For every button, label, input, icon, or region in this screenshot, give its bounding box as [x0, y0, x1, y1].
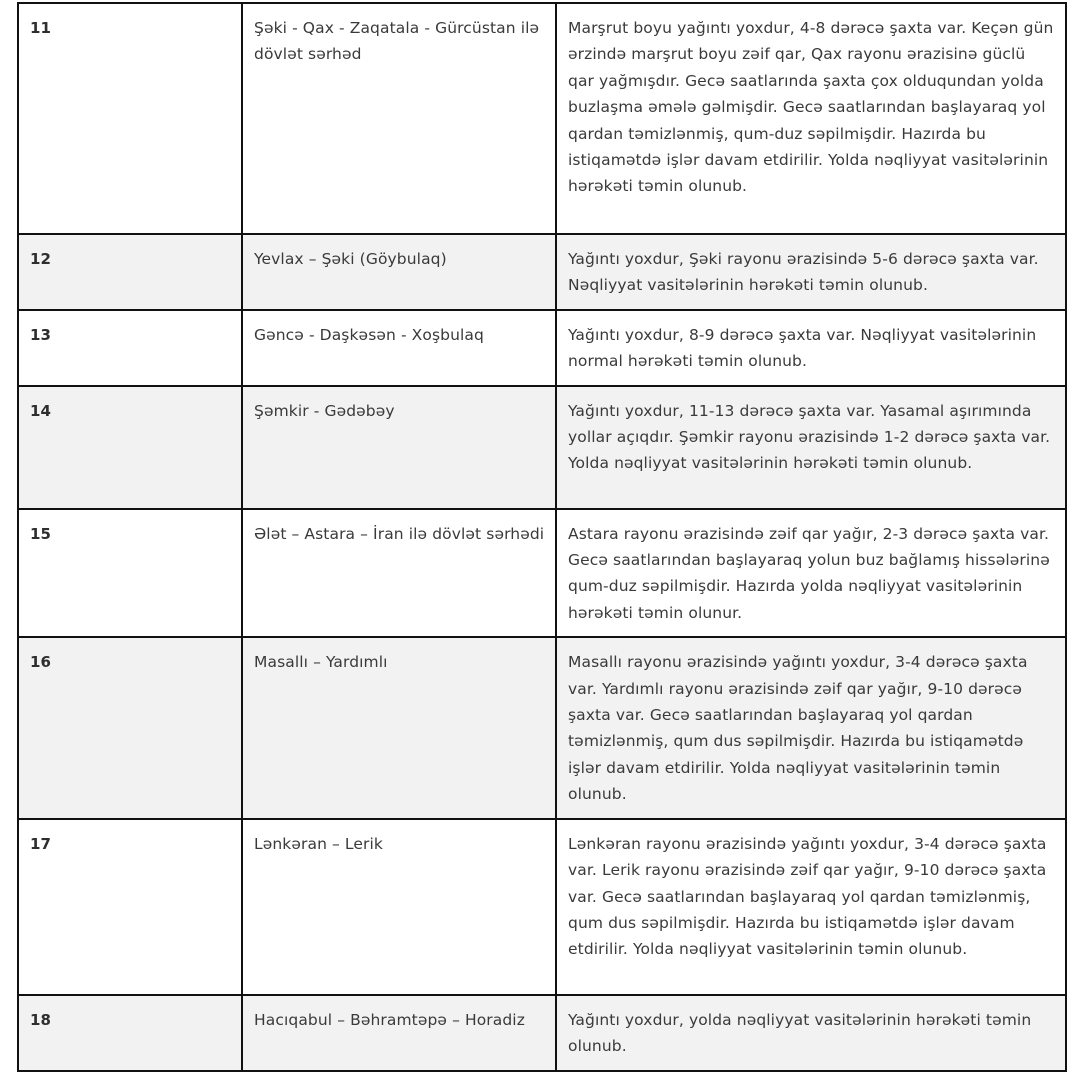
row-number: 17	[18, 819, 242, 995]
row-number: 11	[18, 3, 242, 234]
route-name: Lənkəran – Lerik	[242, 819, 556, 995]
route-name: Gəncə - Daşkəsən - Xoşbulaq	[242, 310, 556, 386]
row-number: 16	[18, 637, 242, 818]
road-status: Lənkəran rayonu ərazisində yağıntı yoxdur, 3-4 dərəcə şaxta var. Lerik rayonu ərazisində zəif qar yağır, 9-10 dərəcə şaxta var. Gecə saatlarından başlayaraq yol qardan təmizlənmiş, qum dus səpilmişdir. Hazırda bu istiqamətdə işlər davam etdirilir. Yolda nəqliyyat vasitələrinin təmin olunub.	[556, 819, 1066, 995]
row-number: 13	[18, 310, 242, 386]
route-name: Hacıqabul – Bəhramtəpə – Horadiz	[242, 995, 556, 1071]
road-status: Marşrut boyu yağıntı yoxdur, 4-8 dərəcə şaxta var. Keçən gün ərzində marşrut boyu zəif qar, Qax rayonu ərazisinə güclü qar yağmışdır. Gecə saatlarında şaxta çox olduqundan yolda buzlaşma əmələ gəlmişdir. Gecə saatlarından başlayaraq yol qardan təmizlənmiş, qum-duz səpilmişdir. Hazırda bu istiqamətdə işlər davam etdirilir. Yolda nəqliyyat vasitələrinin hərəkəti təmin olunub.	[556, 3, 1066, 234]
table-row	[18, 234, 1066, 310]
table-row	[18, 386, 1066, 509]
row-number: 18	[18, 995, 242, 1071]
row-number: 12	[18, 234, 242, 310]
road-status: Astara rayonu ərazisində zəif qar yağır, 2-3 dərəcə şaxta var. Gecə saatlarından başlayaraq yolun buz bağlamış hissələrinə qum-duz səpilmişdir. Hazırda yolda nəqliyyat vasitələrinin hərəkəti təmin olunur.	[556, 509, 1066, 638]
table-row	[18, 310, 1066, 386]
road-conditions-table	[17, 2, 1067, 1072]
road-status: Yağıntı yoxdur, Şəki rayonu ərazisində 5-6 dərəcə şaxta var. Nəqliyyat vasitələrinin hərəkəti təmin olunub.	[556, 234, 1066, 310]
road-status: Yağıntı yoxdur, 8-9 dərəcə şaxta var. Nəqliyyat vasitələrinin normal hərəkəti təmin olunub.	[556, 310, 1066, 386]
table-row	[18, 637, 1066, 818]
road-status: Yağıntı yoxdur, yolda nəqliyyat vasitələrinin hərəkəti təmin olunub.	[556, 995, 1066, 1071]
route-name: Şəmkir - Gədəbəy	[242, 386, 556, 509]
route-name: Masallı – Yardımlı	[242, 637, 556, 818]
road-status: Yağıntı yoxdur, 11-13 dərəcə şaxta var. Yasamal aşırımında yollar açıqdır. Şəmkir rayonu ərazisində 1-2 dərəcə şaxta var. Yolda nəqliyyat vasitələrinin hərəkəti təmin olunub.	[556, 386, 1066, 509]
route-name: Şəki - Qax - Zaqatala - Gürcüstan ilə dövlət sərhəd	[242, 3, 556, 234]
road-status: Masallı rayonu ərazisində yağıntı yoxdur, 3-4 dərəcə şaxta var. Yardımlı rayonu ərazisində zəif qar yağır, 9-10 dərəcə şaxta var. Gecə saatlarından başlayaraq yol qardan təmizlənmiş, qum dus səpilmişdir. Hazırda bu istiqamətdə işlər davam etdirilir. Yolda nəqliyyat vasitələrinin təmin olunub.	[556, 637, 1066, 818]
table-row	[18, 995, 1066, 1071]
table-row	[18, 3, 1066, 234]
table-row	[18, 819, 1066, 995]
route-name: Yevlax – Şəki (Göybulaq)	[242, 234, 556, 310]
row-number: 15	[18, 509, 242, 638]
row-number: 14	[18, 386, 242, 509]
road-conditions-table-container	[17, 2, 1065, 1072]
table-row	[18, 509, 1066, 638]
route-name: Ələt – Astara – İran ilə dövlət sərhədi	[242, 509, 556, 638]
